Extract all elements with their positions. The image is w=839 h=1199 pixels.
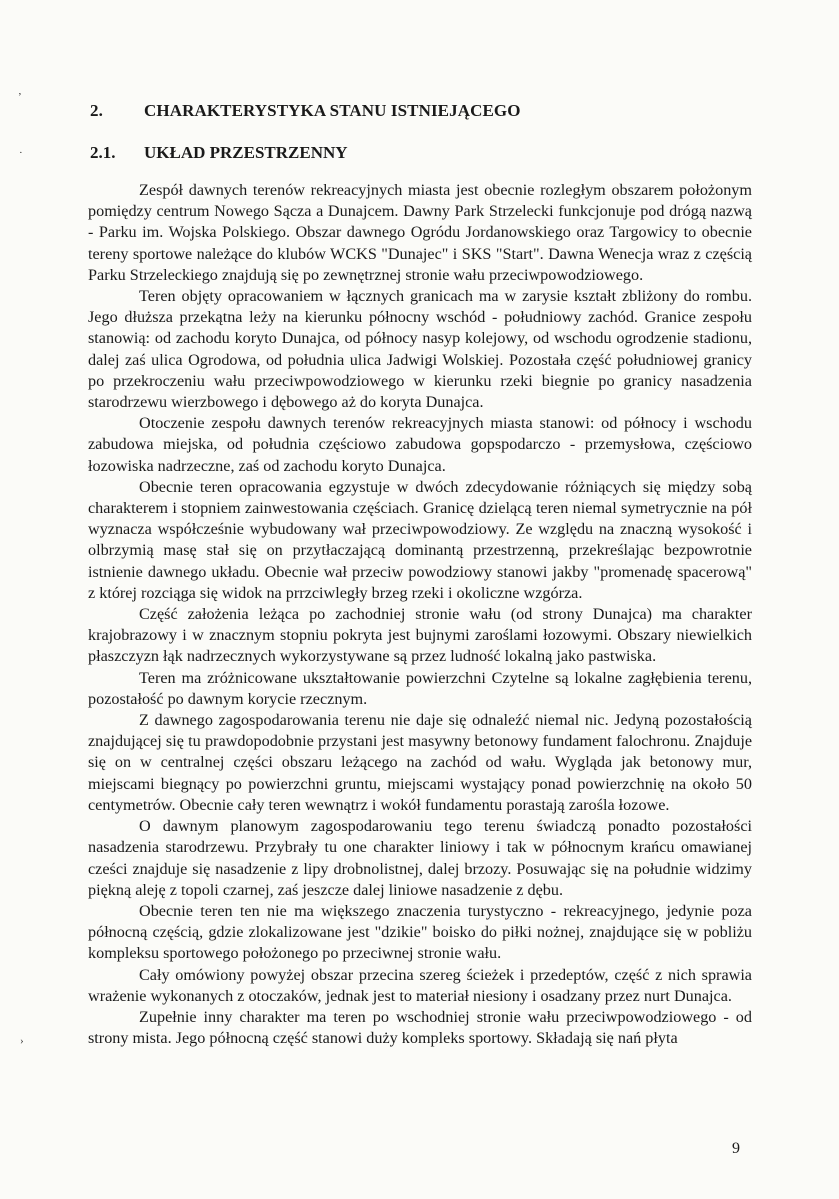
paragraph: O dawnym planowym zagospodarowaniu tego terenu świadczą ponadto pozostałości nasadzenia starodrzewu. Przybrały tu one charakter liniowy i tak w północnym krańcu omawianej cześci znajduje się nasadzenie z lipy drobnolistnej, dalej brzozy. Posuwając się na południe widzimy piękną aleję z topoli czarnej, zaś jeszcze dalej liniowe nasadzenie z dębu. <box>88 817 752 899</box>
scan-mark: › <box>20 1035 24 1047</box>
page-number: 9 <box>732 1140 740 1157</box>
body-text <box>88 180 752 1049</box>
section-title: CHARAKTERYSTYKA STANU ISTNIEJĄCEGO <box>144 101 521 120</box>
paragraph: Otoczenie zespołu dawnych terenów rekreacyjnych miasta stanowi: od północy i wschodu zabudowa miejska, od południa częściowo zabudowa gopspodarczo - przemysłowa, częściowo łozowiska nadrzeczne, zaś od zachodu koryto Dunajca. <box>88 414 752 475</box>
paragraph: Teren ma zróżnicowane ukształtowanie powierzchni Czytelne są lokalne zagłębienia terenu, pozostałość po dawnym korycie rzecznym. <box>88 668 752 708</box>
paragraph: Cały omówiony powyżej obszar przecina szereg ścieżek i przedeptów, część z nich sprawia wrażenie wykonanych z otoczaków, jednak jest to materiał niesiony i osadzany przez nurt Dunajca. <box>88 965 752 1005</box>
paragraph: Z dawnego zagospodarowania terenu nie daje się odnaleźć niemal nic. Jedyną pozostałością znajdującej się tu prawdopodobnie przystani jest masywny betonowy fundament falochronu. Znajduje się on w centralnej części obszaru leżącego na zachód od wału. Wygląda jak betonowy mur, miejscami biegnący po powierzchni gruntu, miejscami wystający ponad powierzchnię na około 50 centymetrów. Obecnie cały teren wewnątrz i wokół fundamentu porastają zarośla łozowe. <box>88 711 752 814</box>
subsection-number: 2.1. <box>90 143 116 162</box>
subsection-title: UKŁAD PRZESTRZENNY <box>144 143 348 162</box>
subsection-heading <box>90 143 348 163</box>
paragraph: Obecnie teren ten nie ma większego znaczenia turystyczno - rekreacyjnego, jedynie poza północną częścią, gdzie zlokalizowane jest "dzikie" boisko do piłki nożnej, znajdujące się w pobliżu kompleksu sportowego położonego po przeciwnej stronie wału. <box>88 901 752 963</box>
scan-mark: ’ <box>18 91 22 103</box>
section-heading <box>90 101 521 121</box>
paragraph: Zupełnie inny charakter ma teren po wschodniej stronie wału przeciwpowodziowego - od strony mista. Jego północną część stanowi duży kompleks sportowy. Składają się nań płyta <box>88 1007 752 1048</box>
paragraph: Obecnie teren opracowania egzystuje w dwóch zdecydowanie różniących się między sobą charakterem i stopniem zainwestowania częściach. Granicę dzielącą teren niemal symetrycznie na pół wyznacza współcześnie wybudowany wał przeciwpowodziowy. Ze względu na znaczną wysokość i olbrzymią masę stał się on przytłaczającą dominantą przestrzenną, przekreślając bezpowrotnie istnienie dawnego układu. Obecnie wał przeciw powodziowy stanowi jakby "promenadę spacerową" z której rozciąga się widok na prrzciwległy brzeg rzeki i okoliczne wzgórza. <box>88 477 752 602</box>
scan-mark: · <box>19 147 23 159</box>
section-number: 2. <box>90 101 103 120</box>
paragraph: Część założenia leżąca po zachodniej stronie wału (od strony Dunajca) ma charakter krajobrazowy i w znacznym stopniu pokryta jest bujnymi zaroślami łozowymi. Obszary niewielkich płaszczyzn łąk nadrzecznych wykorzystywane są przez ludność lokalną jako pastwiska. <box>88 605 752 666</box>
paragraph: Zespół dawnych terenów rekreacyjnych miasta jest obecnie rozległym obszarem położonym pomiędzy centrum Nowego Sącza a Dunajcem. Dawny Park Strzelecki funkcjonuje pod drógą nazwą - Parku im. Wojska Polskiego. Obszar dawnego Ogródu Jordanowskiego oraz Targowicy to obecnie tereny sportowe należące do klubów WCKS "Dunajec" i SKS "Start". Dawna Wenecja wraz z częścią Parku Strzeleckiego znajdują się po zewnętrznej stronie wału przeciwpowodziowego. <box>88 181 752 284</box>
paragraph: Teren objęty opracowaniem w łącznych granicach ma w zarysie kształt zbliżony do rombu. Jego dłuższa przekątna leży na kierunku północny wschód - południowy zachód. Granice zespołu stanowią: od zachodu koryto Dunajca, od północy nasyp kolejowy, od wschodu ogrodzenie stadionu, dalej zaś ulica Ogrodowa, od południa ulica Jadwigi Wolskiej. Pozostała część południowej granicy po przekroczeniu wału przeciwpowodziowego w kierunku rzeki biegnie po granicy nasadzenia starodrzewu wierzbowego i dębowego aż do koryta Dunajca. <box>88 287 752 412</box>
